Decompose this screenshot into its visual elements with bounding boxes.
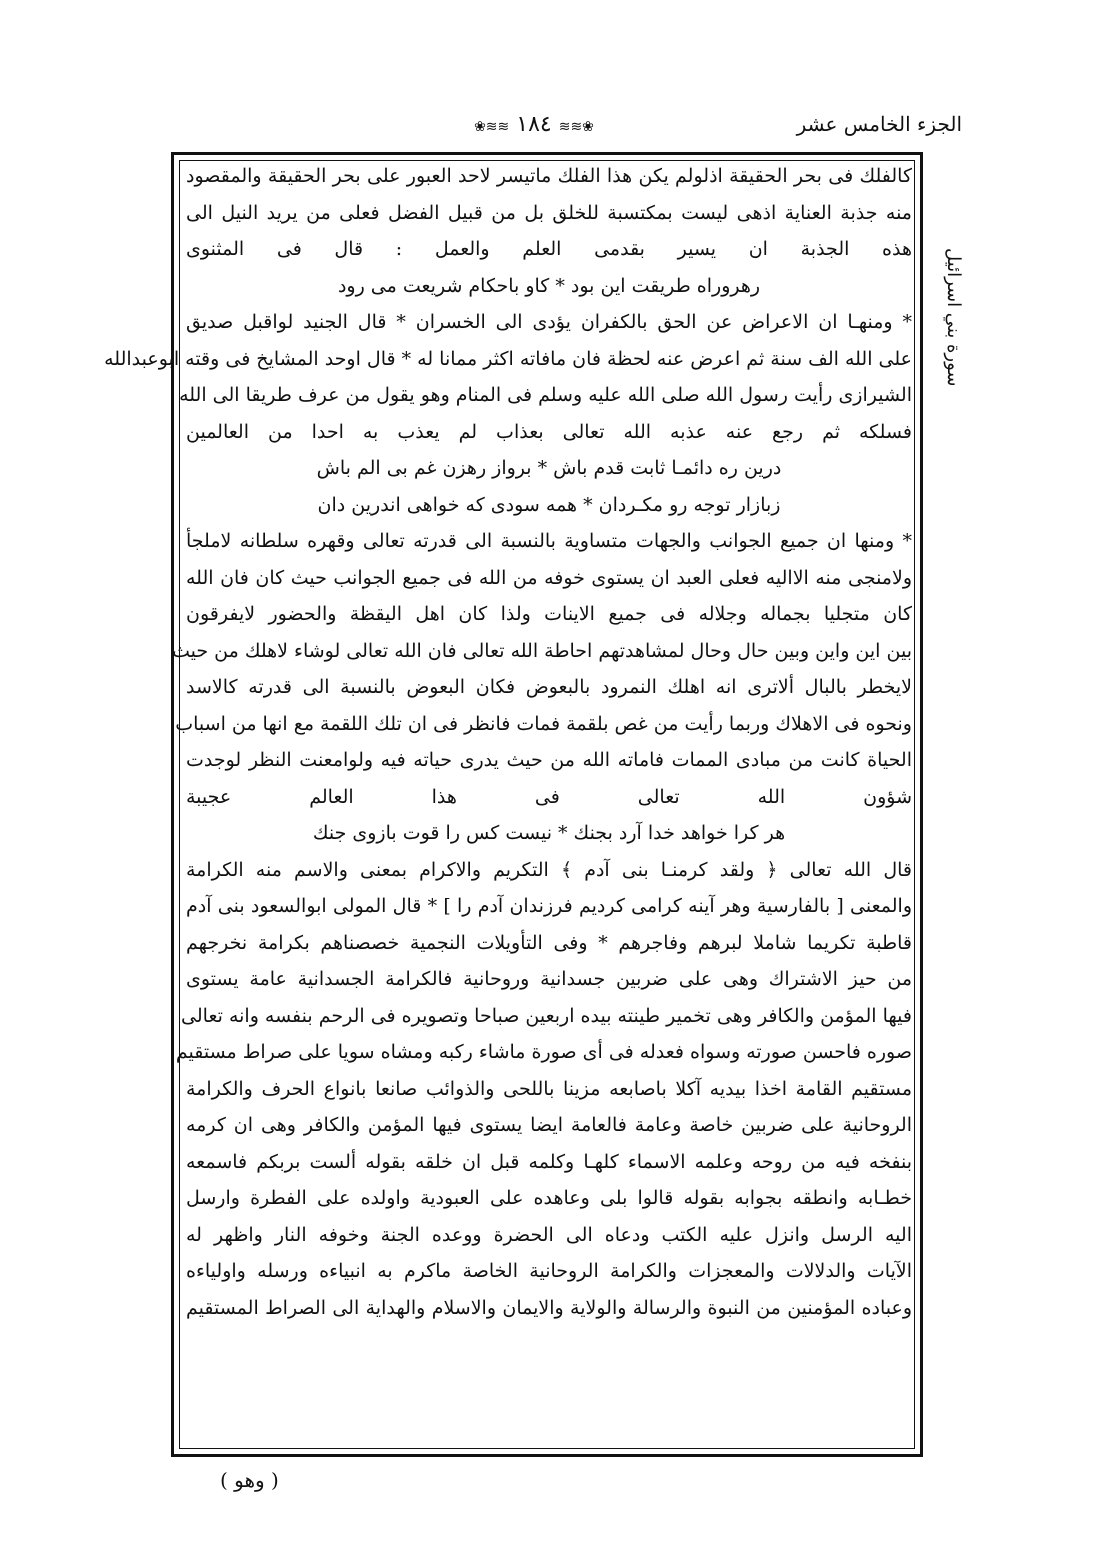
catchword: ( وهو ) [220,1468,279,1492]
text-line: من حيز الاشتراك وهى على ضربين جسدانية وروحانية فالكرامة الجسدانية عامة يستوى [186,968,912,990]
text-line: * ومنها ان جميع الجوانب والجهات متساوية بالنسبة الى قدرته تعالى وقهره سلطانه لاملجأ [186,530,912,552]
text-line: لايخطر بالبال ألاترى انه اهلك النمرود بالبعوض فكان البعوض بالنسبة الى قدرته كالاسد [186,676,912,698]
text-line: فسلكه ثم رجع عنه عذبه الله تعالى بعذاب لم يعذب به احدا من العالمين [186,420,912,443]
text-line: هذه الجذبة ان يسير بقدمى العلم والعمل : قال فى المثنوى [186,238,912,260]
text-line: وعباده المؤمنين من النبوة والرسالة والولاية والايمان والاسلام والهداية الى الصراط المستقيم [186,1296,912,1319]
margin-note: سورة بني اسرائيل [943,248,964,387]
text-line: فيها المؤمن والكافر وهى تخمير طينته بيده اربعين صباحا وتصويره فى الرحم بنفسه وانه تعالى [181,1004,912,1027]
text-line: اليه الرسل وانزل عليه الكتب ودعاه الى الحضرة ووعده الجنة وخوفه النار واظهر له [186,1223,912,1246]
verse-line: رهروراه طريقت اين بود * كاو باحكام شريعت مى رود [337,274,761,297]
ornament-right-icon: ≋≋❀ [558,119,594,135]
text-line: قاطبة تكريما شاملا لبرهم وفاجرهم * وفى التأويلات النجمية خصصناهم بكرامة نخرجهم [186,931,912,954]
text-line: بين اين واين وبين حال وحال لمشاهدتهم احاطة الله تعالى فان الله تعالى لوشاء لاهلك من حيث [171,639,912,662]
text-line: الشيرازى رأيت رسول الله صلى الله عليه وسلم فى المنام وهو يقول من عرف طريقا الى الله [179,384,912,406]
text-line: صوره فاحسن صورته وسواه فعدله فى أى صورة ماشاء ركبه ومشاه سويا على صراط مستقيم [175,1041,912,1063]
body-text [104,158,912,1326]
text-line: الآيات والدلالات والمعجزات والكرامة الروحانية الخاصة ماكرم به انبياءه ورسله واولياءه [186,1260,912,1282]
text-line: شؤون الله تعالى فى هذا العالم عجيبة [186,785,912,808]
verse-line: درين ره دائمـا ثابت قدم باش * برواز رهزن غم بى الم باش [316,457,782,479]
verse-line: هر كرا خواهد خدا آرد بجنك * نيست كس را قوت بازوى جنك [312,822,786,844]
verse-line: زبازار توجه رو مكـردان * همه سودى كه خواهى اندرين دان [317,493,781,516]
text-line: كالفلك فى بحر الحقيقة اذلولم يكن هذا الفلك ماتيسر لاحد العبور على بحر الحقيقة والمقصود [186,165,912,187]
ornament-left-icon: ❀≋≋ [474,119,510,135]
text-line: * ومنهـا ان الاعراض عن الحق بالكفران يؤدى الى الخسران * قال الجنيد لواقبل صديق [186,311,912,333]
text-line: مستقيم القامة اخذا بيديه آكلا باصابعه مزينا باللحى والذوائب صانعا بانواع الحرف والكرامة [186,1077,912,1100]
text-line: كان متجليا بجماله وجلاله فى جميع الاينات ولذا كان اهل اليقظة والحضور لايفرقون [186,603,912,625]
page-number-block [434,112,634,137]
text-line: ونحوه فى الاهلاك وربما رأيت من غص بلقمة فمات فانظر فى ان تلك اللقمة مع انها من اسباب [175,712,912,735]
part-title: الجزء الخامس عشر [796,112,962,136]
text-line: قال الله تعالى ﴿ ولقد كرمنـا بنى آدم ﴾ التكريم والاكرام بمعنى والاسم منه الكرامة [186,858,912,881]
page-number: ١٨٤ [516,112,552,137]
page-header [174,110,962,146]
text-line: والمعنى [ بالفارسية وهر آينه كرامى كرديم فرزندان آدم را ] * قال المولى ابوالسعود بنى آدم [186,895,912,917]
text-line: الحياة كانت من مبادى الممات فاماته الله من حيث يدرى حياته فيه ولوامعنت النظر لوجدت [186,749,912,771]
text-line: خطـابه وانطقه بجوابه بقوله قالوا بلى وعاهده على العبودية واولده على الفطرة وارسل [186,1187,912,1209]
text-line: على الله الف سنة ثم اعرض عنه لحظة فان مافاته اكثر ممانا له * قال اوحد المشايخ فى وقته ابوعبدالله [104,347,912,370]
text-line: ولامنجى منه الااليه فعلى العبد ان يستوى خوفه من الله فى جميع الجوانب حيث كان فان الله [186,566,912,589]
text-line: بنفخه فيه من روحه وعلمه الاسماء كلهـا وكلمه قبل ان خلقه بقوله ألست بربكم فاسمعه [186,1150,912,1173]
text-line: الروحانية على ضربين خاصة وعامة فالعامة ايضا يستوى فيها المؤمن والكافر وهى ان كرمه [186,1114,912,1136]
text-line: منه جذبة العناية اذهى ليست بمكتسبة للخلق بل من قبيل الفضل فعلى من يريد النيل الى [186,201,912,224]
